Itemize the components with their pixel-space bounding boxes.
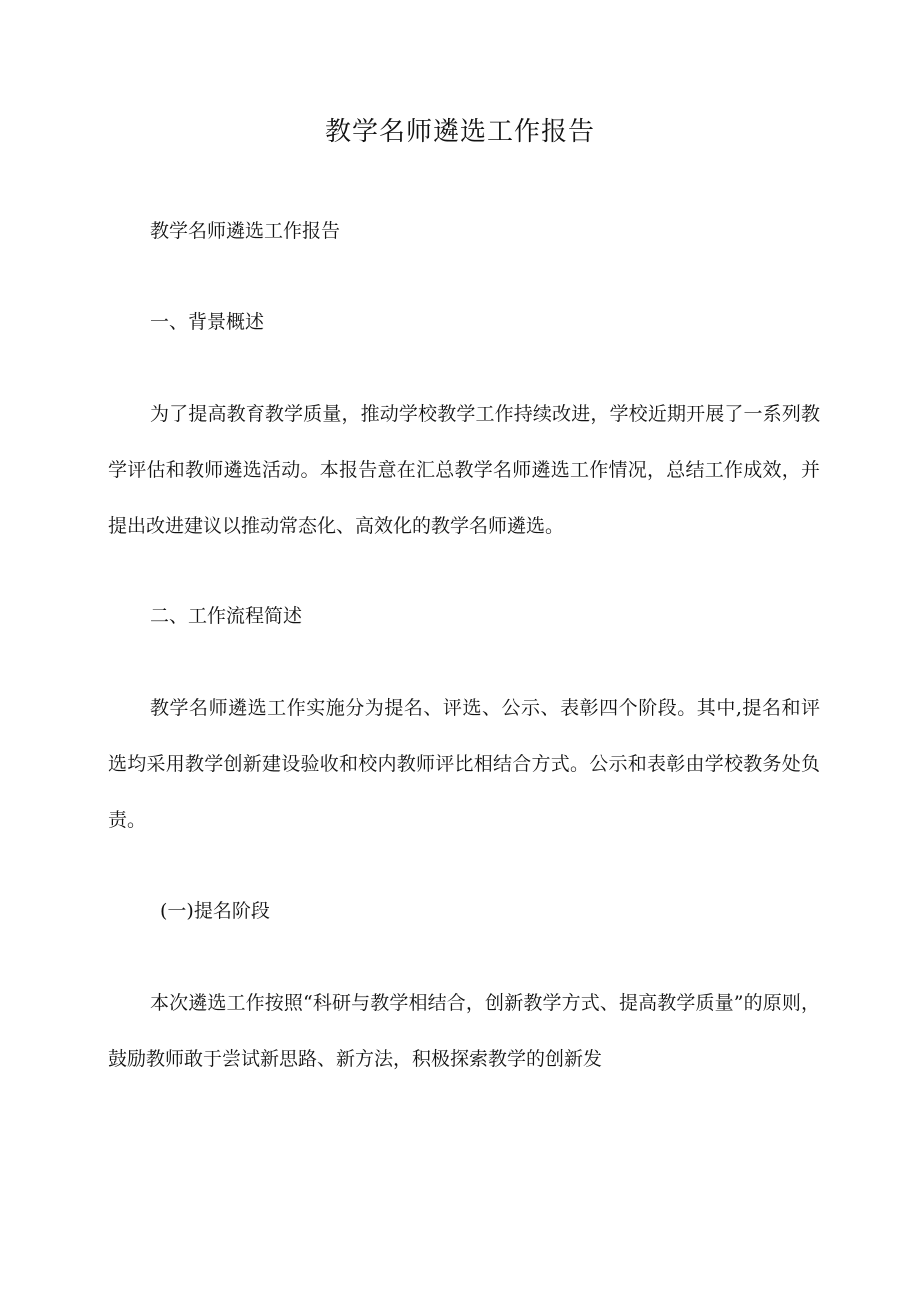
nomination-paragraph: 本次遴选工作按照“科研与教学相结合，创新教学方式、提高教学质量”的原则，鼓励教师敢于尝试新思路、新方法，积极探索教学的创新发 [108,992,820,1070]
subsection-heading-nomination: (一)提名阶段 [160,900,270,922]
section-heading-workflow: 二、工作流程简述 [150,605,303,627]
background-paragraph: 为了提高教育教学质量，推动学校教学工作持续改进，学校近期开展了一系列教学评估和教师遴选活动。本报告意在汇总教学名师遴选工作情况，总结工作成效，并提出改进建议以推动常态化、高效化的教学名师遴选。 [108,403,820,537]
workflow-paragraph: 教学名师遴选工作实施分为提名、评选、公示、表彰四个阶段。其中,提名和评选均采用教学创新建设验收和校内教师评比相结合方式。公示和表彰由学校教务处负责。 [108,697,820,831]
section-heading-background: 一、背景概述 [150,311,265,333]
document-subtitle: 教学名师遴选工作报告 [150,220,341,242]
document-title: 教学名师遴选工作报告 [324,117,595,147]
